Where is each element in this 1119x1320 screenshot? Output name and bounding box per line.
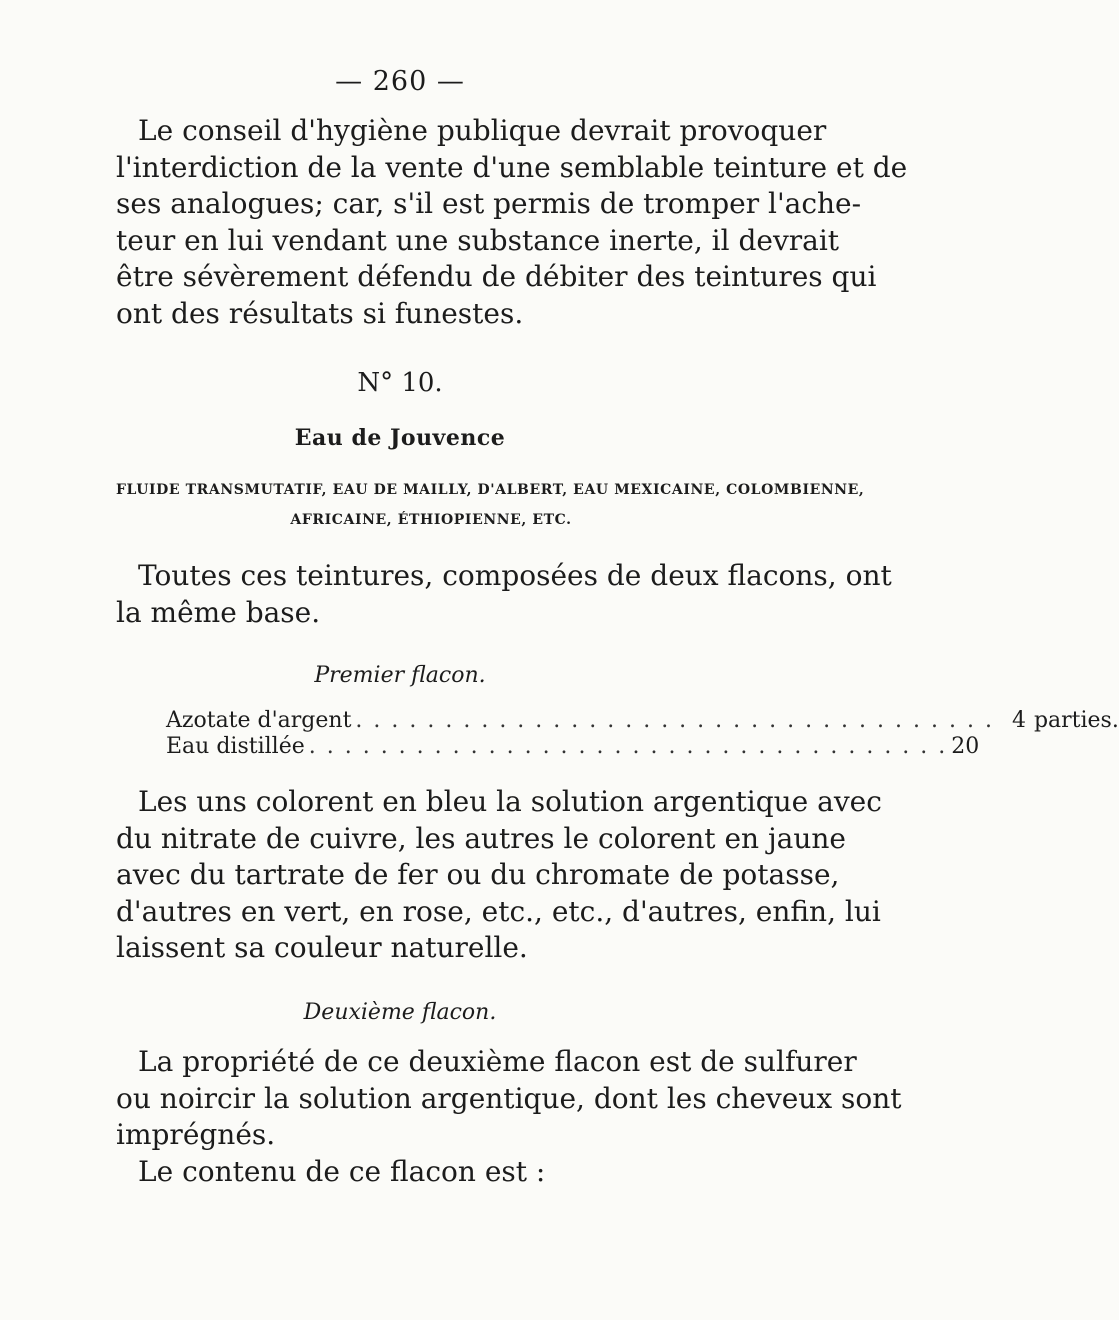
ingredient-qty: 20	[951, 734, 980, 759]
text-line: être sévèrement défendu de débiter des teintures qui	[116, 260, 877, 293]
text-line: l'interdiction de la vente d'une semblable teinture et de	[116, 150, 908, 184]
base-paragraph	[116, 558, 892, 631]
text-line: du nitrate de cuivre, les autres le colorent en jaune	[116, 821, 846, 855]
intro-paragraph	[116, 113, 908, 332]
text-line: la même base.	[116, 595, 321, 629]
leader-dots: . . . . . . . . . . . . . . . . . . . . . . . . . . . . . . . . . . . .	[355, 708, 994, 733]
colors-paragraph	[116, 784, 882, 967]
text-line: Les uns colorent en bleu la solution argentique avec	[138, 785, 882, 818]
ingredient-qty: 4	[1011, 708, 1026, 733]
page-number: — 260 —	[335, 66, 465, 97]
ingredient-name: Azotate d'argent	[166, 708, 352, 733]
deuxieme-flacon-paragraph	[116, 1044, 902, 1190]
text-line: Le conseil d'hygiène publique devrait provoquer	[138, 114, 827, 147]
text-line: ses analogues; car, s'il est permis de tromper l'ache-	[116, 187, 862, 220]
premier-flacon-recipe	[166, 708, 1119, 760]
text-line: Toutes ces teintures, composées de deux flacons, ont	[138, 559, 892, 592]
text-line: La propriété de ce deuxième flacon est de sulfurer	[138, 1045, 857, 1078]
recipe-row	[166, 708, 1119, 734]
text-line: laissent sa couleur naturelle.	[116, 931, 528, 964]
aliases-line: FLUIDE TRANSMUTATIF, EAU DE MAILLY, D'ALBERT, EAU MEXICAINE, COLOMBIENNE,	[116, 482, 865, 498]
aliases-line: AFRICAINE, ÉTHIOPIENNE, ETC.	[290, 512, 572, 528]
text-line: d'autres en vert, en rose, etc., etc., d'autres, enfin, lui	[116, 894, 881, 928]
text-line: Le contenu de ce flacon est :	[138, 1154, 546, 1188]
section-number: N° 10.	[357, 368, 443, 398]
text-line: ont des résultats si funestes.	[116, 296, 524, 330]
text-line: imprégnés.	[116, 1118, 276, 1151]
text-line: teur en lui vendant une substance inerte, il devrait	[116, 223, 840, 257]
leader-dots: . . . . . . . . . . . . . . . . . . . . . . . . . . . . . . . . . . . .	[308, 734, 948, 759]
text-line: ou noircir la solution argentique, dont les cheveux sont	[116, 1081, 902, 1115]
section-title: Eau de Jouvence	[294, 425, 506, 451]
section-aliases	[116, 475, 865, 535]
ingredient-name: Eau distillée	[166, 734, 305, 759]
premier-flacon-heading: Premier flacon.	[314, 663, 486, 688]
ingredient-unit: parties.	[1033, 708, 1119, 733]
text-line: avec du tartrate de fer ou du chromate de potasse,	[116, 858, 840, 891]
deuxieme-flacon-heading: Deuxième flacon.	[303, 1000, 497, 1025]
recipe-row	[166, 734, 980, 760]
